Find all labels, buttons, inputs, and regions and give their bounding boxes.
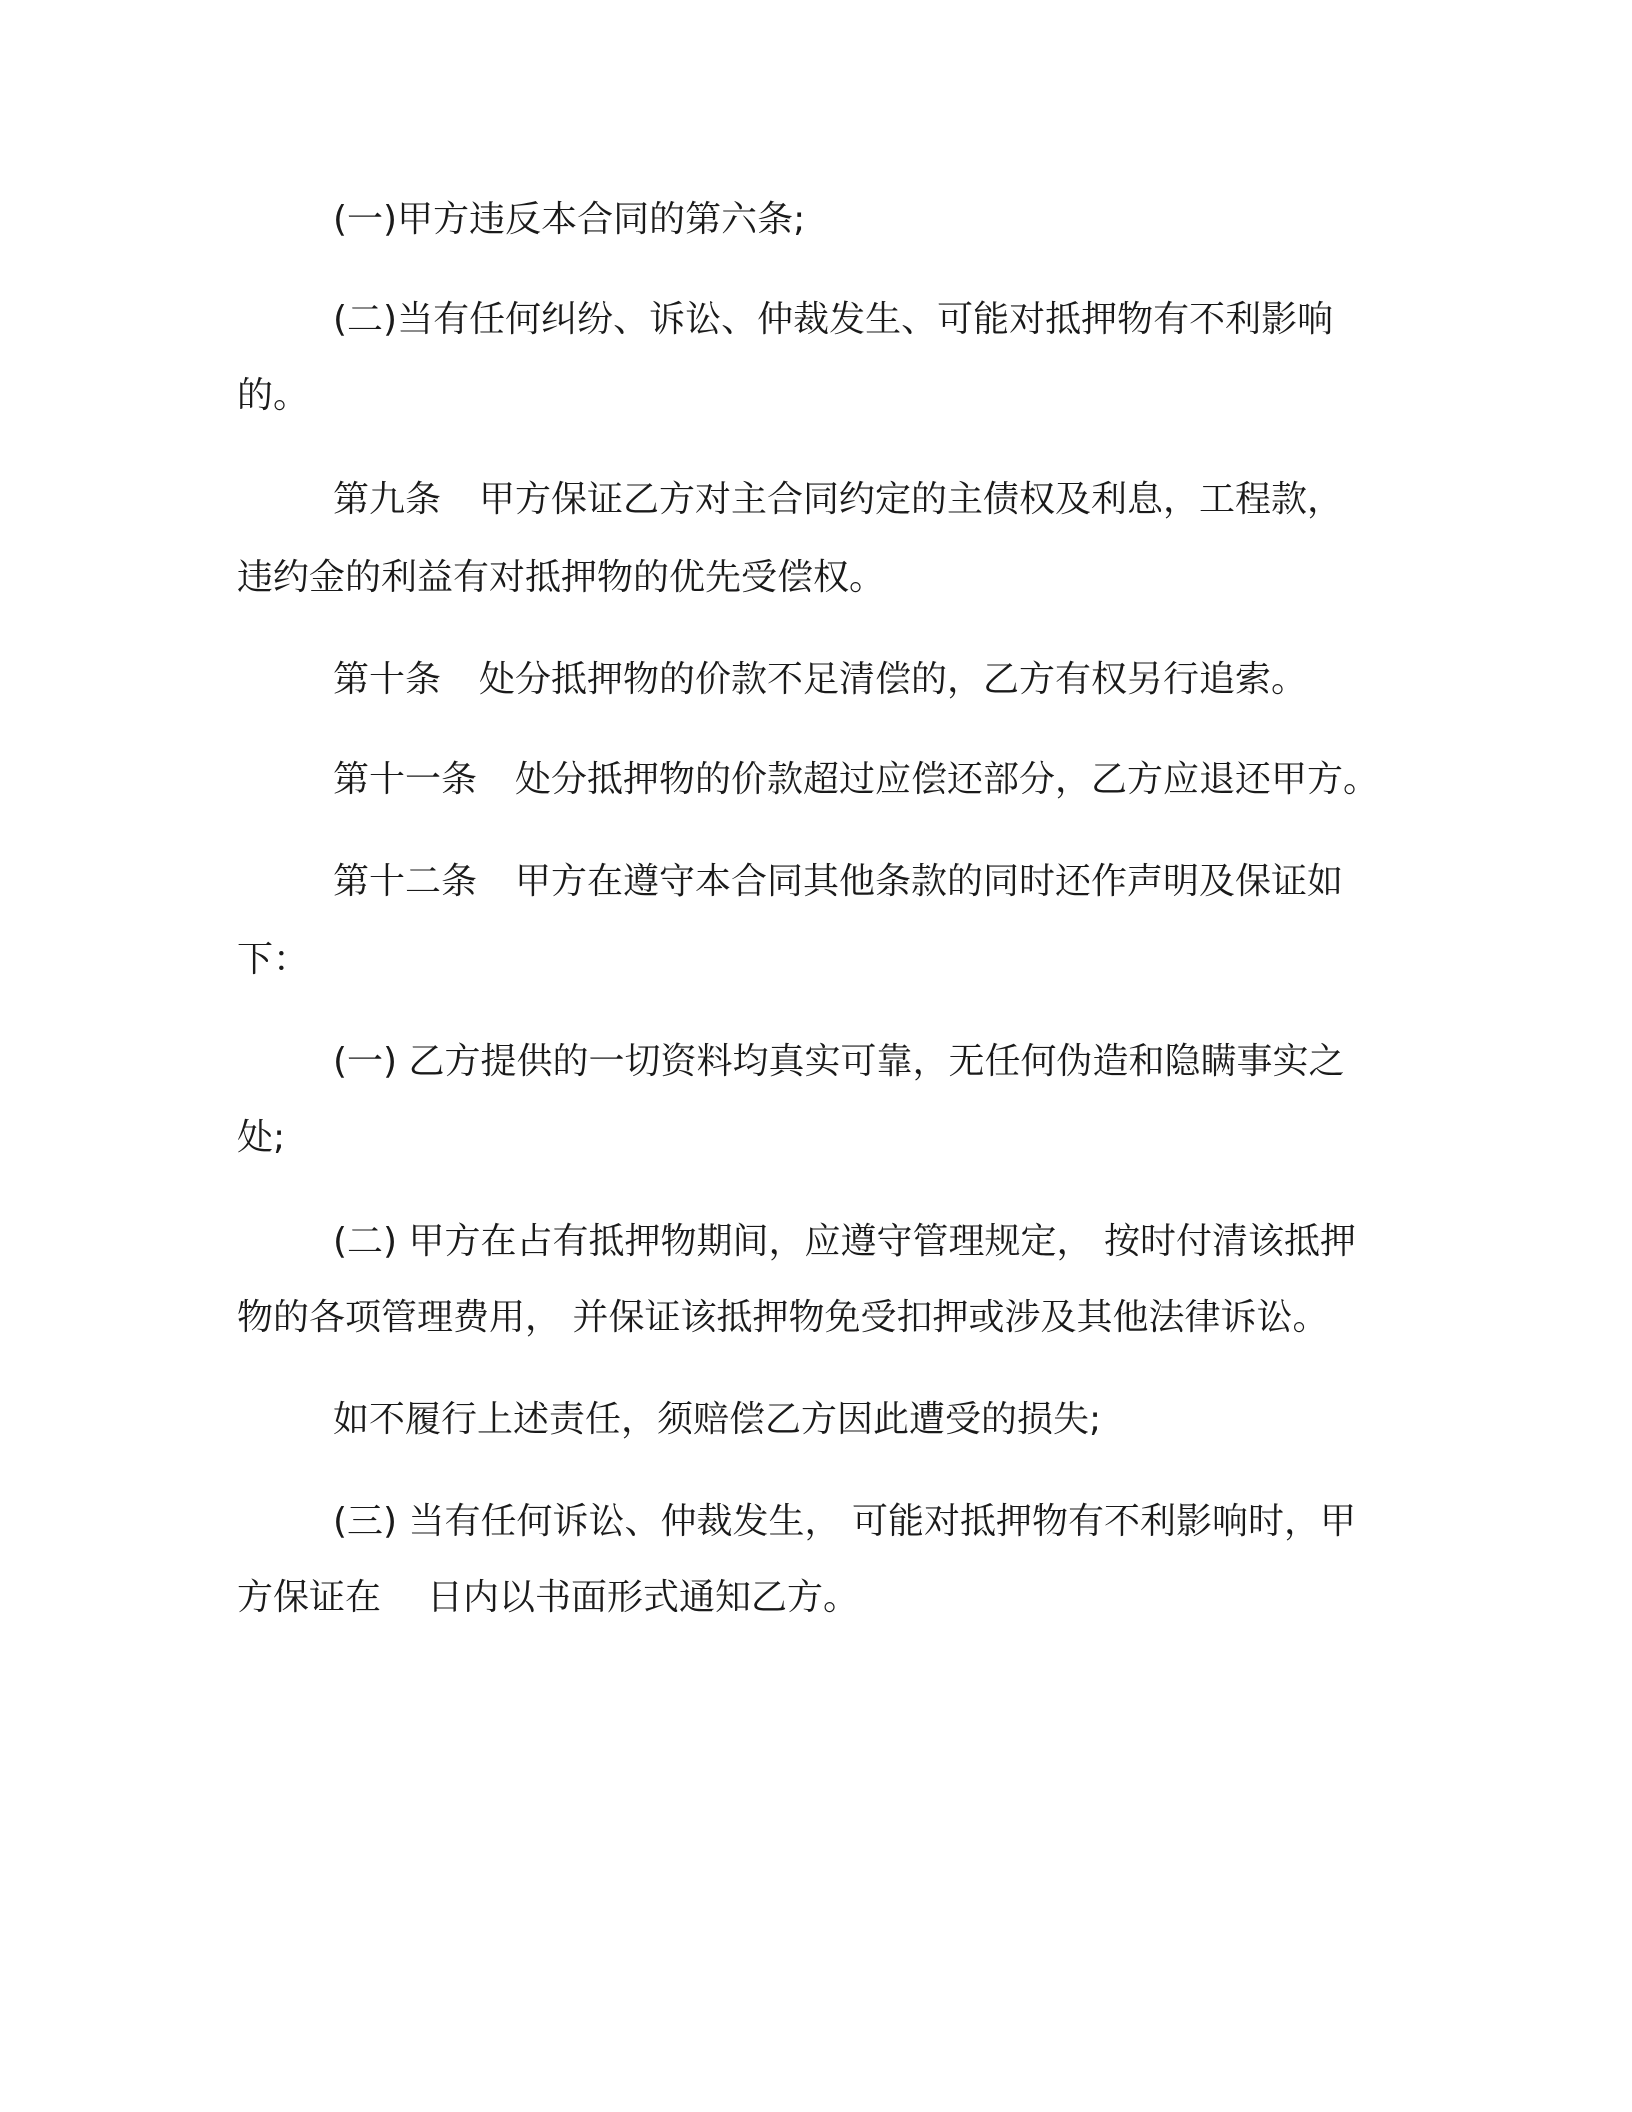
clause-11 <box>333 755 1379 805</box>
text-line: 处分抵押物的价款超过应偿还部分，乙方应退还甲方。 <box>515 759 1380 800</box>
clause-12-item-3-cont <box>237 1573 859 1623</box>
clause-12-item-1 <box>333 1037 1345 1087</box>
clause-8-item-2-cont <box>237 371 309 421</box>
text-line: 甲方在遵守本合同其他条款的同时还作声明及保证如 <box>515 861 1344 902</box>
text-line: 日内以书面形式通知乙方。 <box>427 1577 860 1618</box>
clause-12-item-2 <box>333 1217 1356 1267</box>
clause-number: 第十一条 <box>333 759 478 800</box>
clause-number: 第十条 <box>333 659 442 700</box>
text-line: (三) 当有任何诉讼、仲裁发生， 可能对抵押物有不利影响时，甲 <box>333 1501 1356 1542</box>
text-line: 处; <box>237 1117 286 1158</box>
text-line: 如不履行上述责任，须赔偿乙方因此遭受的损失; <box>333 1399 1102 1440</box>
text-line: 处分抵押物的价款不足清偿的，乙方有权另行追索。 <box>479 659 1308 700</box>
clause-number: 第十二条 <box>333 861 478 902</box>
clause-12-item-1-cont <box>237 1113 285 1163</box>
text-line: (二) 甲方在占有抵押物期间，应遵守管理规定， 按时付清该抵押 <box>333 1221 1356 1262</box>
clause-12-item-2-note <box>333 1395 1101 1445</box>
clause-12 <box>333 857 1343 907</box>
text-line: 甲方保证乙方对主合同约定的主债权及利息，工程款， <box>479 479 1344 520</box>
text-line: (一) 乙方提供的一切资料均真实可靠，无任何伪造和隐瞒事实之 <box>333 1041 1345 1082</box>
text-line: 违约金的利益有对抵押物的优先受偿权。 <box>237 557 886 598</box>
clause-9-cont <box>237 553 885 603</box>
text-line: 的。 <box>237 375 310 416</box>
clause-9 <box>333 475 1343 525</box>
clause-12-item-3 <box>333 1497 1356 1547</box>
clause-12-cont <box>237 935 309 985</box>
text-line: 物的各项管理费用， 并保证该抵押物免受扣押或涉及其他法律诉讼。 <box>237 1297 1329 1338</box>
text-line: (二)当有任何纠纷、诉讼、仲裁发生、可能对抵押物有不利影响 <box>333 299 1334 340</box>
text-line: 方保证在 <box>237 1577 382 1618</box>
text-line: (一)甲方违反本合同的第六条; <box>333 199 806 240</box>
text-line: 下： <box>237 939 310 980</box>
clause-10 <box>333 655 1307 705</box>
clause-number: 第九条 <box>333 479 442 520</box>
clause-8-item-2 <box>333 295 1333 345</box>
clause-12-item-2-cont <box>237 1293 1328 1343</box>
clause-8-item-1 <box>333 195 805 245</box>
